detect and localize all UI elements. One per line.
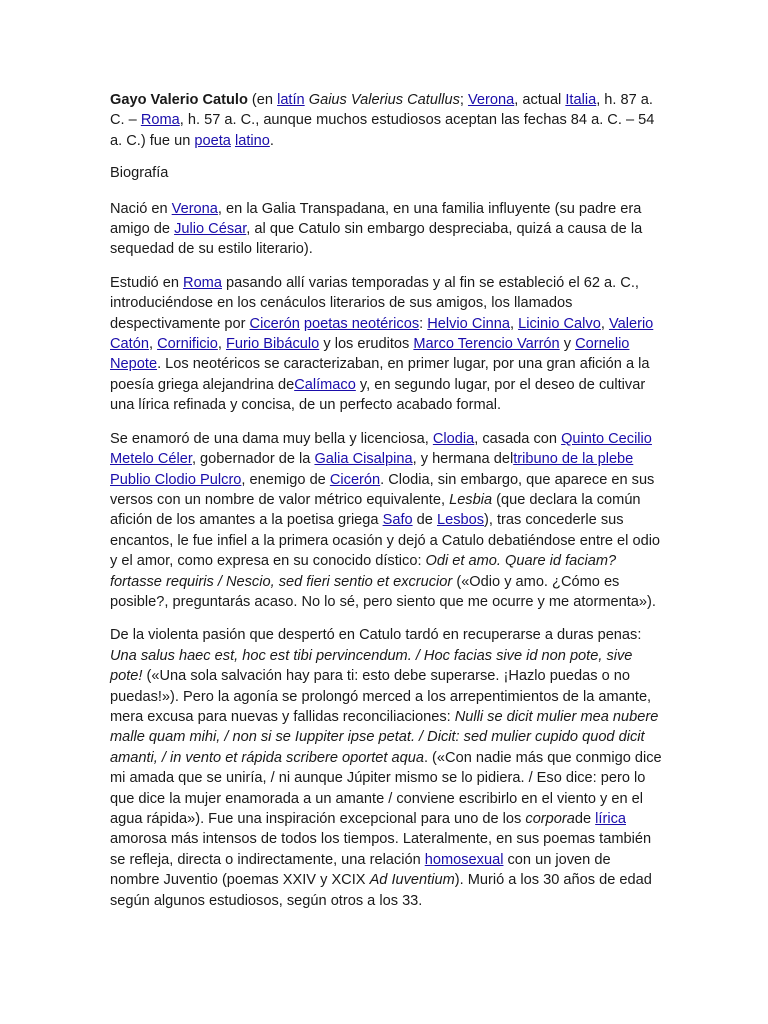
link-roma[interactable]: Roma xyxy=(140,112,180,129)
link-verona[interactable]: Verona xyxy=(467,92,515,108)
link-clodia[interactable]: Clodia xyxy=(432,430,475,447)
link-homosexual[interactable]: homosexual xyxy=(424,851,504,868)
link-italia[interactable]: Italia xyxy=(565,92,597,108)
article-body xyxy=(110,90,662,924)
biography-paragraph-3: Se enamoró de una dama muy bella y licenciosa, Clodia, casada con Quinto Cecilio Metelo Céler, gobernador de la Galia Cisalpina, y hermana deltribuno de la plebe Publio Clodio Pulcro, enemigo de Cicerón. Clodia, sin embargo, que aparece en sus versos con un nombre de valor métrico equivalente, Lesbia (que declara la común afición de los amantes a la poetisa griega Safo de Lesbos), tras concederle sus encantos, le fue infiel a la primera ocasión y dejó a Catulo debatiéndose entre el odio y el amor, como expresa en su conocido dístico: Odi et amo. Quare id faciam? fortasse requiris / Nescio, sed fieri sentio et excrucior («Odio y amo. ¿Cómo es posible?, preguntarás acaso. No lo sé, pero siento que me ocurre y me atormenta»). xyxy=(110,430,661,610)
link-latin[interactable]: latín xyxy=(277,92,305,108)
link-cornelio-nepote[interactable]: Cornelio Nepote xyxy=(110,336,630,373)
intro-paragraph: Gayo Valerio Catulo (en latín Gaius Valerius Catullus; Verona, actual Italia, h. 87 a. C. – Roma, h. 57 a. C., aunque muchos estudiosos aceptan las fechas 84 a. C. – 54 a. C.) fue un poeta latino. xyxy=(110,92,655,149)
link-galia-cisalpina[interactable]: Galia Cisalpina xyxy=(314,451,413,468)
link-safo[interactable]: Safo xyxy=(382,512,413,529)
link-julio-cesar[interactable]: Julio César xyxy=(174,221,247,238)
link-roma[interactable]: Roma xyxy=(183,274,222,291)
poem-title: Ad Iuventium xyxy=(369,872,455,889)
link-furio-bibaculo[interactable]: Furio Bibáculo xyxy=(226,336,320,353)
link-lesbos[interactable]: Lesbos xyxy=(436,512,485,529)
section-heading: Biografía xyxy=(110,165,169,182)
lesbia-name: Lesbia xyxy=(449,491,493,508)
link-poeta[interactable]: poeta xyxy=(194,132,231,149)
link-latino[interactable]: latino xyxy=(234,132,270,149)
subject-name: Gayo Valerio Catulo xyxy=(110,92,248,108)
link-publio-clodio-pulcro[interactable]: Publio Clodio Pulcro xyxy=(110,471,242,488)
link-tribuno-de-la-plebe[interactable]: tribuno de la plebe xyxy=(513,451,634,468)
link-poetas-neotericos[interactable]: poetas neotéricos xyxy=(303,315,420,332)
biography-paragraph-1: Nació en Verona, en la Galia Transpadana, en una familia influyente (su padre era amigo de Julio César, al que Catulo sin embargo despreciaba, quizá a causa de la sequedad de su estilo literario). xyxy=(110,200,643,258)
link-marco-terencio-varron[interactable]: Marco Terencio Varrón xyxy=(413,336,560,353)
link-ciceron[interactable]: Cicerón xyxy=(329,471,381,488)
link-valerio-caton[interactable]: Valerio Catón xyxy=(110,315,654,353)
link-calimaco[interactable]: Calímaco xyxy=(294,376,356,393)
link-lirica[interactable]: lírica xyxy=(595,811,626,827)
latin-quote: Una salus haec est, hoc est tibi pervincendum. / Hoc facias sive id non pote, sive pote! xyxy=(110,647,633,685)
biography-paragraph-4: De la violenta pasión que despertó en Catulo tardó en recuperarse a duras penas: Una salus haec est, hoc est tibi pervincendum. / Hoc facias sive id non pote, sive pote! («Una sola salvación hay para ti: esto debe superarse. ¡Hazlo puedas o no puedas!»). Pero la agonía se prolongó merced a los arrepentimientos de la amante, mera excusa para nuevas y fallidas reconciliaciones: Nulli se dicit mulier mea nubere malle quam mihi, / non si se Iuppiter ipse petat. / Dicit: sed mulier cupido quod dicit amanti, / in vento et rápida scribere oportet aqua. («Con nadie más que conmigo dice mi amada que se uniría, / ni aunque Júpiter mismo se lo pidiera. / Eso dice: pero lo que dice la mujer enamorada a un amante / conviene escribirlo en el viento y en el agua rápida»). Fue una inspiración excepcional para uno de los corporade lírica amorosa más intensos de todos los tiempos. Lateralmente, en sus poemas también se refleja, directa o indirectamente, una relación homosexual con un joven de nombre Juventio (poemas XXIV y XCIX Ad Iuventium). Murió a los 30 años de edad según algunos estudiosos, según otros a los 33. xyxy=(110,627,662,909)
link-licinio-calvo[interactable]: Licinio Calvo xyxy=(518,315,601,332)
biography-paragraph-2: Estudió en Roma pasando allí varias temporadas y al fin se estableció el 62 a. C., introduciéndose en los cenáculos literarios de sus amigos, los llamados despectivamente por Cicerón poetas neotéricos: Helvio Cinna, Licinio Calvo, Valerio Catón, Cornificio, Furio Bibáculo y los eruditos Marco Terencio Varrón y Cornelio Nepote. Los neotéricos se caracterizaban, en primer lugar, por una gran afición a la poesía griega alejandrina deCalímaco y, en segundo lugar, por el deseo de cultivar una lírica refinada y concisa, de un perfecto acabado formal. xyxy=(110,274,654,414)
link-ciceron[interactable]: Cicerón xyxy=(249,315,300,332)
link-cornificio[interactable]: Cornificio xyxy=(157,336,218,353)
link-quinto-cecilio-metelo-celer[interactable]: Quinto Cecilio Metelo Céler xyxy=(110,430,652,468)
link-verona[interactable]: Verona xyxy=(171,200,218,217)
latin-quote: Odi et amo. Quare id faciam? fortasse requiris / Nescio, sed fieri sentio et excrucior xyxy=(110,553,617,590)
latin-quote: Nulli se dicit mulier mea nubere malle quam mihi, / non si se Iuppiter ipse petat. / Dicit: sed mulier cupido quod dicit amanti, / in vento et rápida scribere oportet aqua xyxy=(110,708,659,766)
link-helvio-cinna[interactable]: Helvio Cinna xyxy=(427,315,510,332)
